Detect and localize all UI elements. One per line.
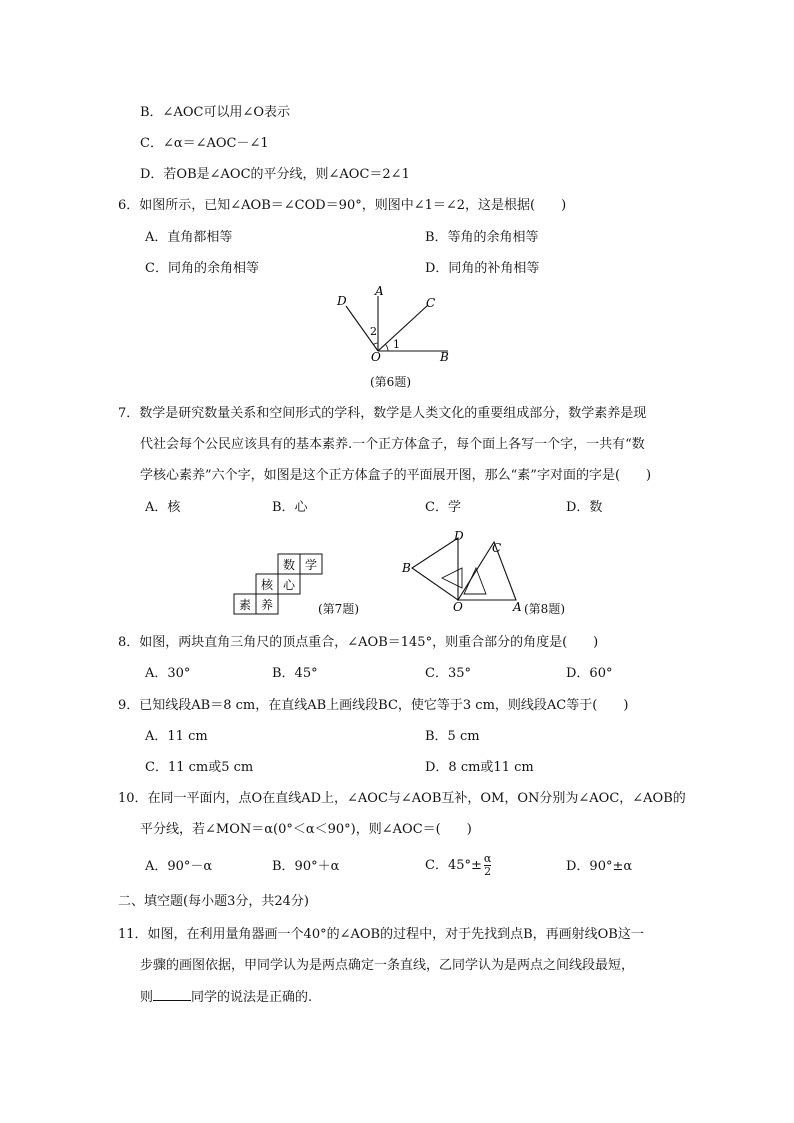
label-c: C [492,541,502,555]
net-cell-su: 素 [238,598,252,612]
label-angle-2: 2 [370,325,377,338]
label-d: D [337,294,347,308]
q6-caption: (第6题) [370,375,411,389]
q9-option-a: A．11 cm [145,729,208,744]
q8-option-b: B．45° [272,666,318,681]
label-c: C [426,296,436,310]
label-d: D [454,529,464,543]
fraction-numerator: α [483,852,492,865]
q5-option-d: D．若OB是∠AOC的平分线，则∠AOC＝2∠1 [140,167,410,182]
q6-figure [330,285,460,365]
q7-option-d: D．数 [566,500,603,515]
q11-answer-blank[interactable] [153,988,191,1001]
label-o: O [371,350,381,364]
q7-stem-line-2: 代社会每个公民应该具有的基本素养.一个正方体盒子，每个面上各写一个字，一共有“数 [140,437,645,452]
net-cell-xin: 心 [282,578,296,592]
q6-option-c: C．同角的余角相等 [145,261,259,276]
label-a: A [513,600,522,614]
q11-line-3 [140,988,312,1006]
q9-stem: 9．已知线段AB＝8 cm，在直线AB上画线段BC，使它等于3 cm，则线段AC等于( ) [118,698,629,713]
q7-option-a: A．核 [145,500,181,515]
label-b: B [402,561,411,575]
q7-caption: (第7题) [318,602,359,616]
q11-line-3-start: 则 [140,990,154,1005]
q6-option-a: A．直角都相等 [145,230,233,245]
triangle-ruler-1 [458,542,516,600]
label-o: O [453,600,463,614]
section-2-title: 二、填空题(每小题3分，共24分) [118,894,309,909]
q7-option-c: C．学 [425,500,461,515]
q8-option-a: A．30° [145,666,191,681]
label-a: A [375,285,384,298]
q11-line-1: 11．如图，在利用量角器画一个40°的∠AOB的过程中，对于先找到点B，再画射线OB这一 [118,927,644,942]
q10-option-a: A．90°－α [145,859,213,874]
q6-option-d: D．同角的补角相等 [425,261,540,276]
q5-option-b: B．∠AOC可以用∠O表示 [140,105,290,120]
q9-option-c: C．11 cm或5 cm [145,760,254,775]
label-b: B [440,350,449,364]
q8-option-c: C．35° [425,666,471,681]
q9-option-d: D．8 cm或11 cm [425,760,534,775]
q8-option-d: D．60° [566,666,613,681]
q10-option-b: B．90°＋α [272,859,340,874]
triangle-ruler-2 [412,538,458,600]
fraction-denominator: 2 [484,865,492,878]
ray-oc [378,305,428,351]
q9-option-b: B．5 cm [425,729,480,744]
q10-option-c [425,848,491,884]
q10-option-c-text: C．45°± [425,858,482,873]
q11-line-2: 步骤的画图依据，甲同学认为是两点确定一条直线，乙同学认为是两点之间线段最短， [140,958,635,973]
q7-cube-net [230,548,325,618]
triangle-2-inner [442,568,462,588]
q6-option-b: B．等角的余角相等 [425,230,539,245]
net-cell-he: 核 [260,578,274,592]
q8-caption: (第8题) [524,602,565,616]
q6-stem: 6．如图所示，已知∠AOB＝∠COD＝90°，则图中∠1＝∠2，这是根据( ) [118,198,567,213]
q8-stem: 8．如图，两块直角三角尺的顶点重合，∠AOB＝145°，则重合部分的角度是( ) [118,635,599,650]
q11-line-3-end: 同学的说法是正确的. [191,990,313,1005]
q10-stem-line-2: 平分线，若∠MON＝α(0°＜α＜90°)，则∠AOC＝( ) [140,822,472,837]
angle-2-arc [373,343,378,345]
angle-1-arc [386,345,388,352]
q5-option-c: C．∠α＝∠AOC－∠1 [140,136,269,151]
q7-stem-line-3: 学核心素养”六个字，如图是这个正方体盒子的平面展开图，那么“素”字对面的字是( ) [140,468,652,483]
net-cell-yang: 养 [260,598,274,612]
q10-option-c-fraction [484,853,491,878]
q8-figure [398,528,528,618]
q7-option-b: B．心 [272,500,308,515]
net-cell-xue: 学 [304,558,318,572]
label-angle-1: 1 [393,338,400,351]
q10-option-d: D．90°±α [566,859,633,874]
q7-stem-line-1: 7．数学是研究数量关系和空间形式的学科，数学是人类文化的重要组成部分，数学素养是现 [118,406,647,421]
net-cell-shu: 数 [282,558,296,572]
q10-stem-line-1: 10．在同一平面内，点O在直线AD上，∠AOC与∠AOB互补，OM，ON分别为∠AOC，∠AOB的 [118,791,686,806]
